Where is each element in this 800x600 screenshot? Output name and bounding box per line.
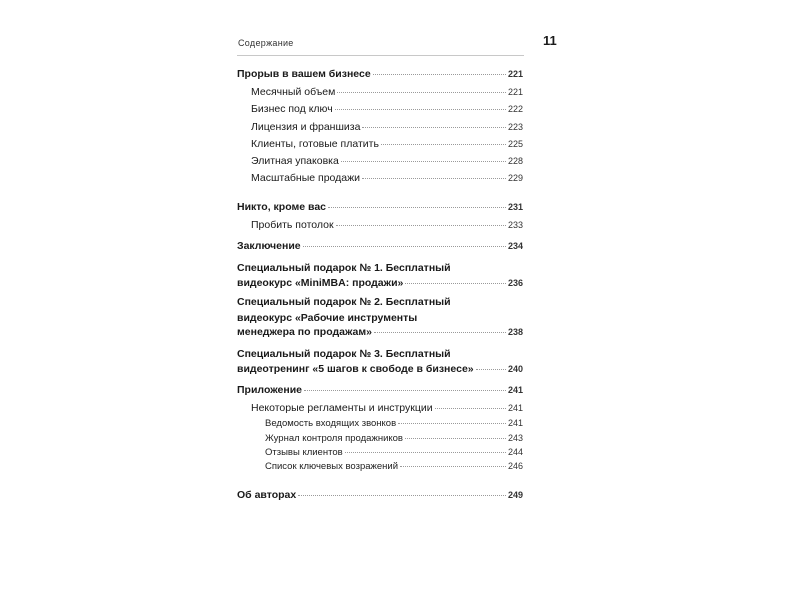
toc-entry[interactable] <box>237 240 523 252</box>
toc-entry-page: 243 <box>507 433 523 443</box>
toc-entry-page: 223 <box>507 122 523 132</box>
toc-entry[interactable] <box>237 384 523 396</box>
toc-entry[interactable] <box>237 295 523 338</box>
toc-entry[interactable] <box>237 489 523 501</box>
dot-leader <box>328 207 506 208</box>
toc-entry-page: 225 <box>507 139 523 149</box>
toc-entry-title-cont: видеокурс «MiniMBA: продажи» <box>237 276 404 289</box>
dot-leader <box>435 408 506 409</box>
toc-entry-page: 246 <box>507 461 523 471</box>
toc-entry[interactable] <box>237 172 523 184</box>
toc-entry-title: Прорыв в вашем бизнесе <box>237 68 371 80</box>
toc-entry-title-cont: видеотренинг «5 шагов к свободе в бизнесе» <box>237 362 474 375</box>
toc-entry-title: Отзывы клиентов <box>265 447 343 458</box>
dot-leader <box>303 246 506 247</box>
toc-entry-page: 236 <box>507 277 523 288</box>
dot-leader <box>304 390 506 391</box>
toc-entry-title: Ведомость входящих звонков <box>265 418 397 429</box>
toc-entry-page: 221 <box>507 87 523 97</box>
toc-entry[interactable] <box>237 155 523 167</box>
dot-leader <box>341 161 506 162</box>
toc-entry-title: Журнал контроля продажников <box>265 433 403 444</box>
toc-entry-title: Бизнес под ключ <box>251 103 333 115</box>
toc-entry-title: Список ключевых возражений <box>265 461 399 472</box>
toc-entry-title: Об авторах <box>237 489 297 501</box>
toc-entry[interactable] <box>237 86 523 98</box>
toc-entry-page: 241 <box>507 403 523 413</box>
dot-leader <box>336 225 506 226</box>
toc-entry[interactable] <box>237 418 523 429</box>
header-rule <box>237 55 524 56</box>
toc-entry-title: Некоторые регламенты и инструкции <box>251 402 433 414</box>
toc-entry-page: 221 <box>507 69 523 79</box>
toc-entry-page: 241 <box>507 418 523 428</box>
dot-leader <box>398 423 506 424</box>
dot-leader <box>362 127 506 128</box>
toc-entry-title: Специальный подарок № 2. Бесплатный <box>237 296 451 308</box>
toc-entry-title: Месячный объем <box>251 86 336 98</box>
toc-entry-page: 238 <box>507 327 523 337</box>
toc-entry-page: 233 <box>507 220 523 230</box>
toc-entry[interactable] <box>237 433 523 444</box>
toc-entry-title: Специальный подарок № 1. Бесплатный <box>237 262 451 274</box>
toc-entry-page: 229 <box>507 173 523 183</box>
running-header-title: Содержание <box>238 38 294 48</box>
toc-entry-page: 222 <box>507 104 523 114</box>
toc-entry-page: 231 <box>507 202 523 212</box>
toc-entry-page: 241 <box>507 385 523 395</box>
toc-entry[interactable] <box>237 447 523 458</box>
toc-entry[interactable] <box>237 121 523 133</box>
toc-entry-title-cont: менеджера по продажам» <box>237 326 372 338</box>
toc-entry-page: 228 <box>507 156 523 166</box>
dot-leader <box>476 369 506 370</box>
toc-entry-page: 240 <box>507 363 523 374</box>
toc-entry-title: Лицензия и франшиза <box>251 121 361 133</box>
dot-leader <box>337 92 506 93</box>
dot-leader <box>405 283 506 284</box>
toc-entry[interactable] <box>237 461 523 472</box>
toc-entry-title: Пробить потолок <box>251 219 334 231</box>
dot-leader <box>373 74 506 75</box>
toc-entry[interactable] <box>237 68 523 80</box>
toc-entry-title: Заключение <box>237 240 301 252</box>
dot-leader <box>362 178 506 179</box>
dot-leader <box>400 466 506 467</box>
toc-entry-title: Масштабные продажи <box>251 172 361 184</box>
toc-entry-title-cont: видеокурс «Рабочие инструменты <box>237 311 418 324</box>
dot-leader <box>345 452 506 453</box>
dot-leader <box>374 332 506 333</box>
toc-entry-page: 244 <box>507 447 523 457</box>
toc-entry[interactable] <box>237 219 523 231</box>
toc-entry[interactable] <box>237 103 523 115</box>
toc-entry-title: Клиенты, готовые платить <box>251 138 379 150</box>
toc-entry[interactable] <box>237 402 523 414</box>
toc-entry[interactable] <box>237 347 523 375</box>
toc-entry[interactable] <box>237 261 523 289</box>
toc-entry-title: Специальный подарок № 3. Бесплатный <box>237 348 451 360</box>
dot-leader <box>405 438 506 439</box>
toc-entry-title: Приложение <box>237 384 303 396</box>
dot-leader <box>335 109 506 110</box>
toc-entry[interactable] <box>237 201 523 213</box>
toc-entry-title: Никто, кроме вас <box>237 201 327 213</box>
page-number: 11 <box>543 33 557 48</box>
dot-leader <box>381 144 506 145</box>
toc-entry-title: Элитная упаковка <box>251 155 339 167</box>
toc-entry-page: 234 <box>507 241 523 251</box>
toc-entry-page: 249 <box>507 490 523 500</box>
dot-leader <box>298 495 506 496</box>
toc-entry[interactable] <box>237 138 523 150</box>
